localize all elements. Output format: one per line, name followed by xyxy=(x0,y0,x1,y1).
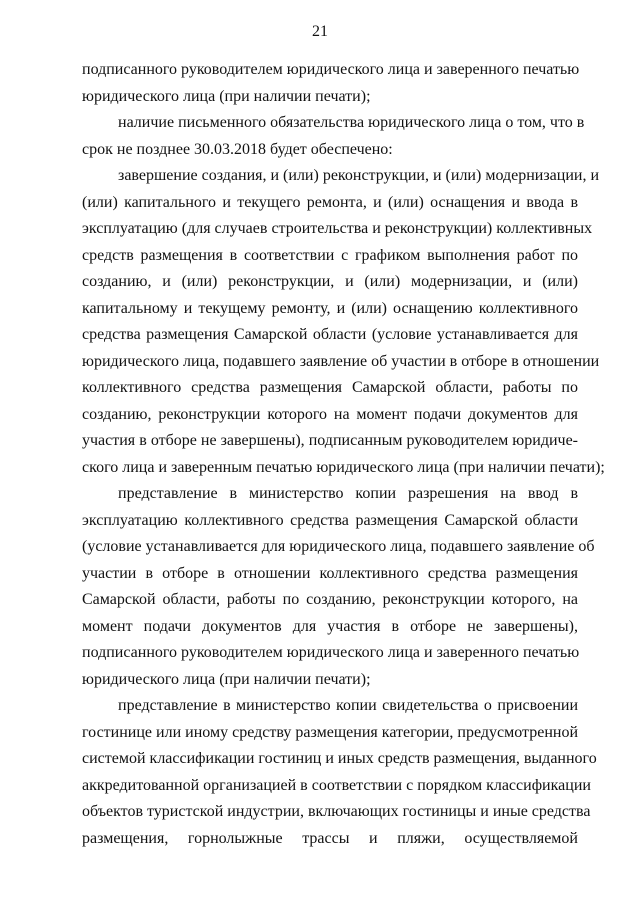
text-line: подписанного руководителем юридического лица и заверенного печатью xyxy=(82,644,580,661)
text-line: ского лица и заверенным печатью юридического лица (при наличии печати); xyxy=(82,458,605,476)
text-line: (условие устанавливается для юридического лица, подавшего заявление об xyxy=(82,538,595,555)
text-line: юридического лица, подавшего заявление об участии в отборе в отношении xyxy=(82,352,600,370)
text-line: средств размещения в соответствии с графиком выполнения работ по xyxy=(82,246,578,264)
text-line: срок не позднее 30.03.2018 будет обеспечено: xyxy=(82,140,393,158)
text-line: аккредитованной организацией в соответствии с порядком классификации xyxy=(82,776,591,794)
document-body xyxy=(82,57,605,852)
paragraph xyxy=(82,693,597,852)
text-line: системой классификации гостиниц и иных средств размещения, выданного xyxy=(82,750,597,767)
paragraph xyxy=(82,110,585,163)
text-line: представление в министерство копии разрешения на ввод в xyxy=(118,485,578,502)
text-line: подписанного руководителем юридического лица и заверенного печатью xyxy=(82,61,580,78)
text-line: объектов туристской индустрии, включающих гостиницы и иные средства xyxy=(82,803,591,820)
text-line: Самарской области, работы по созданию, реконструкции которого, на xyxy=(82,591,578,608)
text-line: средства размещения Самарской области (условие устанавливается для xyxy=(82,326,578,343)
text-line: размещения, горнолыжные трассы и пляжи, осуществляемой xyxy=(82,829,578,847)
text-line: участия в отборе не завершены), подписанным руководителем юридиче- xyxy=(82,432,578,449)
text-line: созданию, и (или) реконструкции, и (или) модернизации, и (или) xyxy=(82,273,578,290)
paragraph xyxy=(82,57,578,110)
text-line: гостинице или иному средству размещения категории, предусмотренной xyxy=(82,723,578,741)
text-line: момент подачи документов для участия в отборе не завершены), xyxy=(82,617,578,635)
text-line: наличие письменного обязательства юридического лица о том, что в xyxy=(118,114,585,131)
text-line: коллективного средства размещения Самарской области, работы по xyxy=(82,379,578,396)
text-line: юридического лица (при наличии печати); xyxy=(82,87,371,105)
text-line: (или) капитального и текущего ремонта, и (или) оснащения и ввода в xyxy=(82,193,578,211)
text-line: участии в отборе в отношении коллективного средства размещения xyxy=(82,564,578,582)
text-line: эксплуатацию (для случаев строительства и реконструкции) коллективных xyxy=(82,220,593,237)
text-line: созданию, реконструкции которого на момент подачи документов для xyxy=(82,405,578,423)
text-line: завершение создания, и (или) реконструкции, и (или) модернизации, и xyxy=(118,167,600,184)
paragraph xyxy=(82,481,595,693)
paragraph xyxy=(82,163,605,481)
text-line: эксплуатацию коллективного средства размещения Самарской области xyxy=(82,511,578,529)
page-number: 21 xyxy=(312,23,328,40)
text-line: капитальному и текущему ремонту, и (или) оснащению коллективного xyxy=(82,299,578,317)
text-line: представление в министерство копии свидетельства о присвоении xyxy=(118,697,578,714)
text-line: юридического лица (при наличии печати); xyxy=(82,670,371,688)
